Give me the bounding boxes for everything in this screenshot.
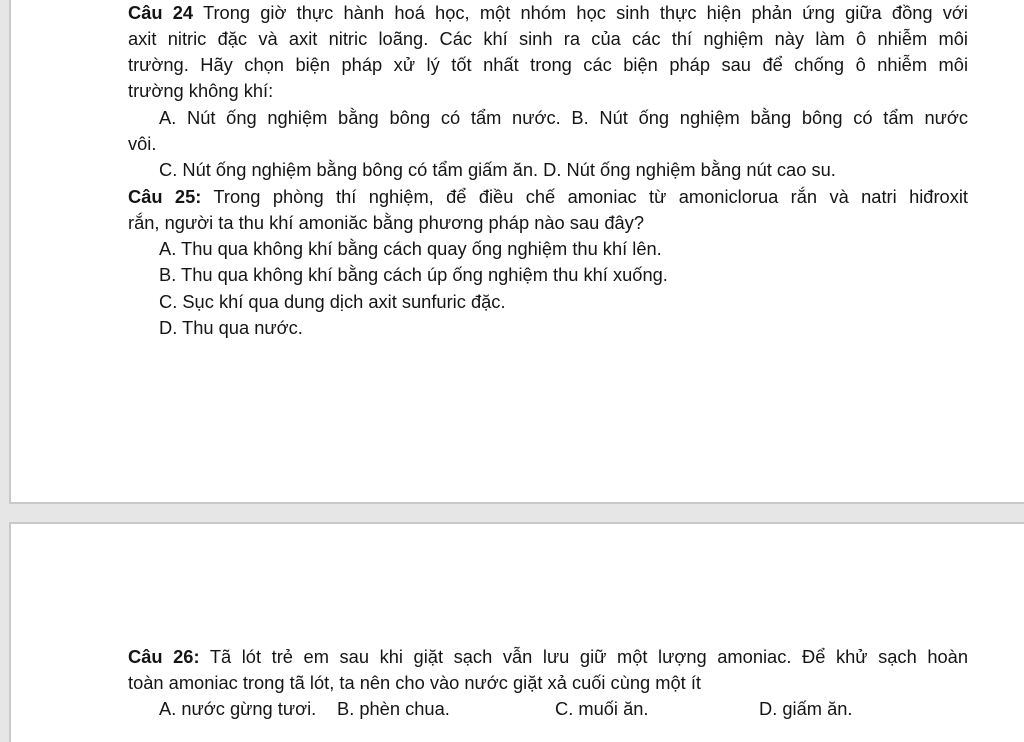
question-24-stem-line-1: Câu 24 Trong giờ thực hành hoá học, một nhóm học sinh thực hiện phản ứng giữa đồng với <box>128 2 968 23</box>
question-25-stem-line-1: Câu 25: Trong phòng thí nghiệm, để điều chế amoniac từ amoniclorua rắn và natri hiđroxit <box>128 186 968 207</box>
question-25-stem-line-2: rắn, người ta thu khí amoniăc bằng phương pháp nào sau đây? <box>128 212 644 233</box>
question-26-option-d: D. giấm ăn. <box>759 698 853 719</box>
question-24-options-line-ab <box>159 106 968 130</box>
question-24-stem-line-3: trường. Hãy chọn biện pháp xử lý tốt nhất trong các biện pháp sau để chống ô nhiễm môi <box>128 54 968 75</box>
question-24-option-b-continued: vôi. <box>128 133 157 154</box>
question-24-stem-line-4: trường không khí: <box>128 80 274 101</box>
question-25-option-d: D. Thu qua nước. <box>159 317 303 338</box>
question-24-stem-line-2: axit nitric đặc và axit nitric loãng. Các khí sinh ra của các thí nghiệm này làm ô nhiễm môi <box>128 28 968 49</box>
question-24-option-a: A. Nút ống nghiệm bằng bông có tẩm nước. <box>159 107 561 128</box>
question-25-option-c: C. Sục khí qua dung dịch axit sunfuric đặc. <box>159 291 506 312</box>
question-24-options-line-cd <box>159 158 836 182</box>
question-25-option-b: B. Thu qua không khí bằng cách úp ống nghiệm thu khí xuống. <box>159 264 668 285</box>
question-26-stem-line-1: Câu 26: Tã lót trẻ em sau khi giặt sạch vẫn lưu giữ một lượng amoniac. Để khử sạch hoàn <box>128 646 968 667</box>
question-26-option-c: C. muối ăn. <box>555 698 649 719</box>
question-25-label: Câu 25: <box>128 186 202 207</box>
question-24-option-c: C. Nút ống nghiệm bằng bông có tẩm giấm ăn. <box>159 159 539 180</box>
question-26-option-b: B. phèn chua. <box>337 698 450 719</box>
question-25-option-a: A. Thu qua không khí bằng cách quay ống nghiệm thu khí lên. <box>159 238 662 259</box>
question-24-label: Câu 24 <box>128 2 194 23</box>
question-24-option-d: D. Nút ống nghiệm bằng nút cao su. <box>543 159 836 180</box>
question-24-option-b: B. Nút ống nghiệm bằng bông có tẩm nước <box>571 107 968 128</box>
question-26-option-a: A. nước gừng tươi. <box>159 698 317 719</box>
question-26-label: Câu 26: <box>128 646 200 667</box>
question-26-stem-line-2: toàn amoniac trong tã lót, ta nên cho vào nước giặt xả cuối cùng một ít <box>128 672 701 693</box>
